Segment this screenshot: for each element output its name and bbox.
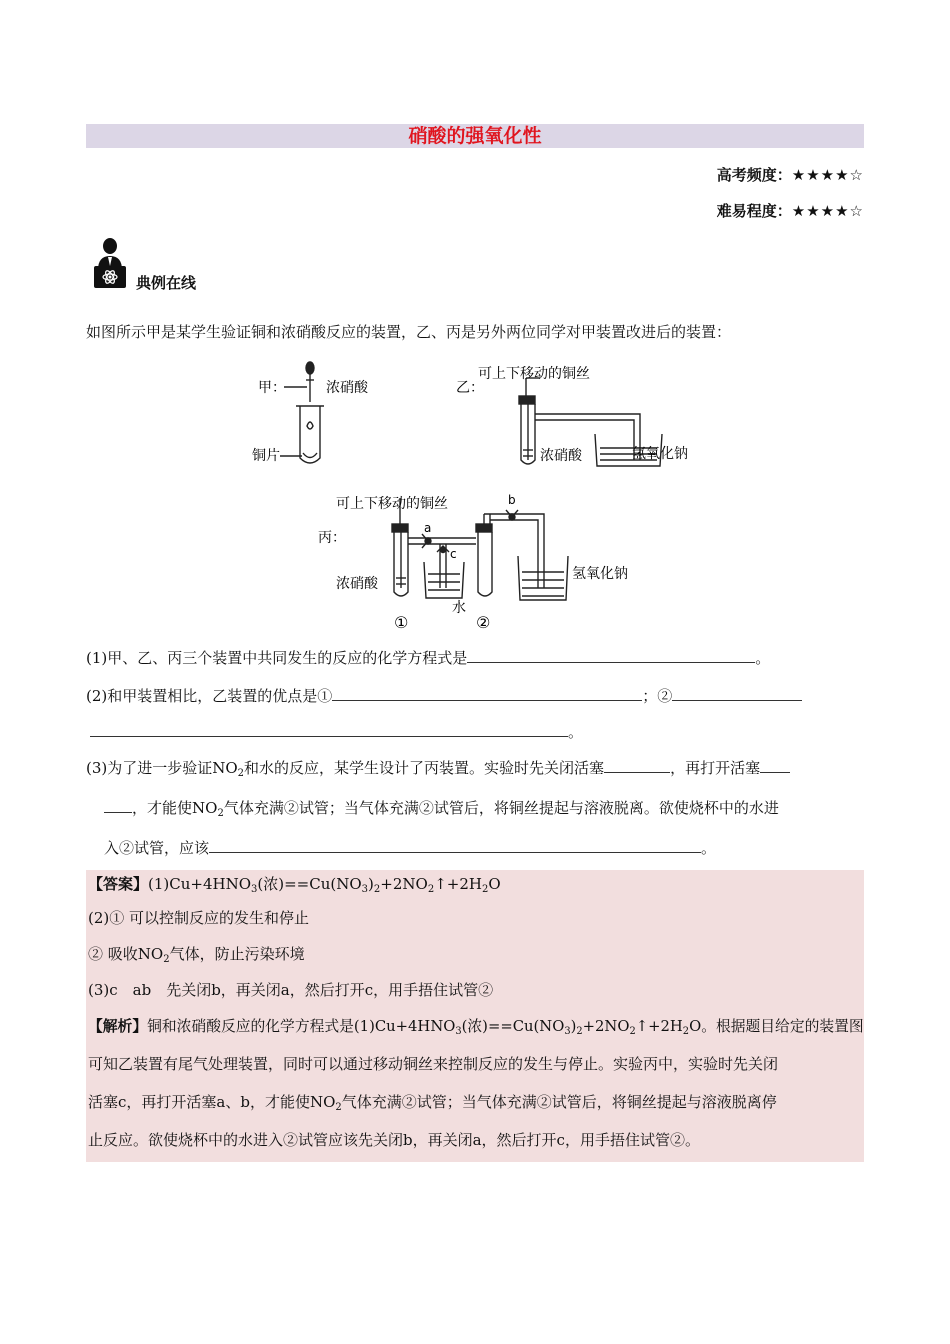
- label-bing-acid: 浓硝酸: [336, 576, 378, 592]
- analysis-line-4: 止反应。欲使烧杯中的水进入②试管应该先关闭b，再关闭a，然后打开c，用手捂住试管②。: [88, 1131, 700, 1149]
- answer-line-3b: 气体，防止污染环境: [169, 945, 305, 963]
- label-bing-water: 水: [452, 600, 466, 616]
- eq-part: O: [689, 1017, 702, 1035]
- analysis-line-3: [88, 1092, 777, 1118]
- label-jia-copper: 铜片: [252, 448, 280, 464]
- difficulty-stars: ★★★★☆: [791, 202, 864, 220]
- eq-part: (1)Cu+4HNO: [148, 875, 252, 893]
- frequency-rating: [717, 164, 864, 185]
- eq-part: (浓)==Cu(NO: [257, 875, 362, 893]
- question-3-text-e: 气体充满②试管；当气体充满②试管后，将铜丝提起与溶液脱离。欲使烧杯中的水进: [223, 799, 779, 817]
- answer-line-4: (3)c ab 先关闭b，再关闭a，然后打开c，用手捂住试管②: [88, 981, 494, 999]
- subscript: 2: [217, 808, 224, 819]
- eq-sub: 2: [682, 1026, 690, 1037]
- answer-blank-3b-continued[interactable]: [104, 798, 132, 813]
- answer-blank-3a[interactable]: [604, 758, 670, 773]
- label-yi-naoh: 氢氧化钠: [632, 446, 688, 462]
- subscript: 2: [237, 768, 245, 779]
- period: 。: [755, 649, 771, 667]
- label-bing: 丙：: [318, 530, 346, 546]
- analysis-text: 活塞c，再打开活塞a、b，才能使NO: [88, 1093, 336, 1111]
- question-1: [86, 648, 770, 668]
- eq-part: (浓)==Cu(NO: [461, 1017, 565, 1035]
- eq-part: ↑+2H: [434, 875, 482, 893]
- period: 。: [568, 723, 584, 741]
- label-tube-2: ②: [476, 613, 491, 632]
- difficulty-label: 难易程度：: [716, 202, 792, 220]
- section-title: 典例在线: [136, 274, 197, 292]
- question-3-text-d: ，才能使NO: [132, 799, 218, 817]
- answer-blank-2a[interactable]: [332, 686, 642, 701]
- question-3-line-2: [104, 798, 779, 824]
- question-2-separator: ；②: [642, 687, 673, 705]
- label-yi-acid: 浓硝酸: [540, 448, 582, 464]
- answer-line-3: [88, 944, 305, 970]
- answer-blank-2b[interactable]: [672, 686, 802, 701]
- answer-blank-3c[interactable]: [209, 838, 701, 853]
- eq-sub: 2: [373, 884, 381, 895]
- question-2-continued: [90, 722, 583, 742]
- question-3: [86, 758, 790, 784]
- eq-part: O: [488, 875, 501, 893]
- label-yi-wire: 可上下移动的铜丝: [478, 366, 590, 382]
- label-bing-naoh: 氢氧化钠: [572, 566, 628, 582]
- eq-part: +2NO: [582, 1017, 630, 1035]
- period: 。: [701, 839, 717, 857]
- answer-blank-1[interactable]: [467, 648, 755, 663]
- apparatus-figure: [240, 356, 710, 638]
- analysis-label: 【解析】: [88, 1017, 148, 1035]
- question-3-text-c: ，再打开活塞: [670, 759, 761, 777]
- eq-sub: 3: [564, 1026, 571, 1037]
- teacher-icon: [92, 236, 128, 290]
- eq-sub: 3: [251, 884, 258, 895]
- eq-sub: 2: [629, 1026, 636, 1037]
- answer-blank-3b[interactable]: [760, 758, 790, 773]
- question-3-text-b: 和水的反应，某学生设计了丙装置。实验时先关闭活塞: [244, 759, 605, 777]
- answer-line-2: (2)① 可以控制反应的发生和停止: [88, 909, 310, 927]
- label-jia-acid: 浓硝酸: [326, 380, 368, 396]
- eq-part: ): [368, 875, 374, 893]
- eq-part: +2NO: [380, 875, 428, 893]
- label-valve-c: c: [450, 547, 457, 561]
- label-valve-b: b: [508, 493, 516, 507]
- question-2-text: (2)和甲装置相比，乙装置的优点是①: [86, 687, 333, 705]
- eq-sub: 2: [427, 884, 435, 895]
- eq-sub: 2: [576, 1026, 583, 1037]
- frequency-stars: ★★★★☆: [791, 166, 864, 184]
- label-bing-wire: 可上下移动的铜丝: [336, 496, 448, 512]
- eq-sub: 3: [361, 884, 369, 895]
- question-2: [86, 686, 802, 706]
- analysis-line-2: 可知乙装置有尾气处理装置，同时可以通过移动铜丝来控制反应的发生与停止。实验丙中，实验时先关闭: [88, 1055, 779, 1073]
- difficulty-rating: [717, 200, 864, 221]
- eq-part: (1)Cu+4HNO: [353, 1017, 456, 1035]
- question-3-text-f: 入②试管，应该: [104, 839, 210, 857]
- question-1-text: (1)甲、乙、丙三个装置中共同发生的反应的化学方程式是: [86, 649, 468, 667]
- eq-sub: 2: [481, 884, 489, 895]
- subscript: 2: [335, 1102, 342, 1113]
- page-title: 硝酸的强氧化性: [408, 125, 542, 147]
- analysis-text: 气体充满②试管；当气体充满②试管后，将铜丝提起与溶液脱离停: [341, 1093, 777, 1111]
- eq-sub: 3: [455, 1026, 462, 1037]
- answer-line-3a: ② 吸收NO: [88, 945, 164, 963]
- frequency-label: 高考频度：: [716, 166, 792, 184]
- answer-blank-2b-continued[interactable]: [90, 722, 568, 737]
- eq-part: ↑+2H: [635, 1017, 683, 1035]
- question-3-line-3: [104, 838, 716, 858]
- label-valve-a: a: [424, 521, 432, 535]
- analysis-text: 。根据题目给定的装置图: [701, 1017, 864, 1035]
- label-yi: 乙：: [456, 380, 484, 396]
- analysis-text: 铜和浓硝酸反应的化学方程式是: [147, 1017, 354, 1035]
- eq-part: ): [570, 1017, 577, 1035]
- answer-line-1: [88, 874, 501, 900]
- answer-label: 【答案】: [88, 875, 149, 893]
- question-3-text-a: (3)为了进一步验证NO: [86, 759, 238, 777]
- analysis-line-1: [88, 1016, 864, 1042]
- label-jia: 甲：: [258, 380, 286, 396]
- subscript: 2: [163, 954, 170, 965]
- label-tube-1: ①: [394, 613, 409, 632]
- question-stem: 如图所示甲是某学生验证铜和浓硝酸反应的装置，乙、丙是另外两位同学对甲装置改进后的装置：: [86, 323, 732, 341]
